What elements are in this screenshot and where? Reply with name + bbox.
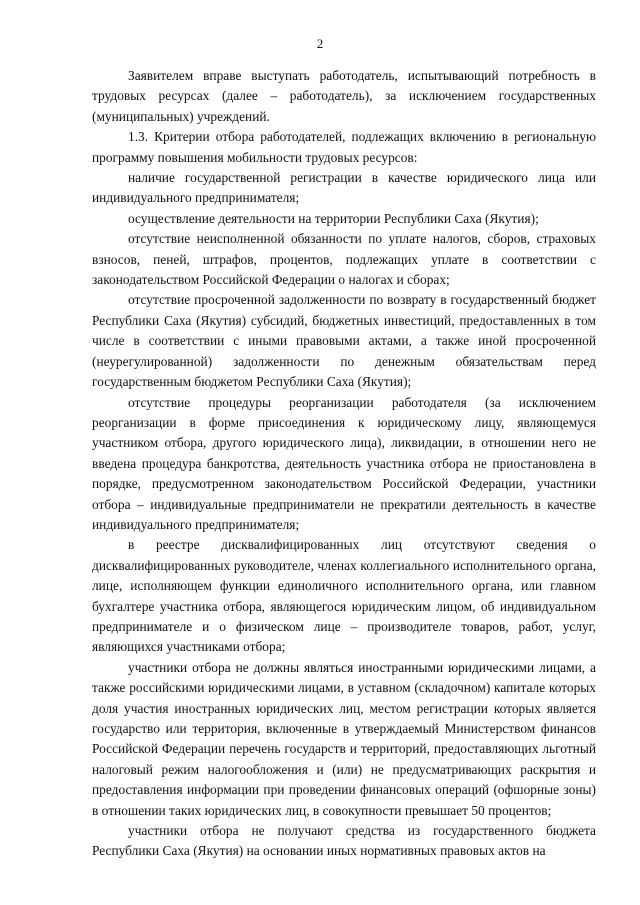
paragraph-disqualified-registry: в реестре дисквалифицированных лиц отсутствуют сведения о дисквалифицированных руководителе, членах коллегиального исполнительного органа, лице, исполняющем функции единоличного исполнительного органа, или главном бухгалтере участника отбора, являющегося юридическим лицом, об индивидуальном предпринимателе и о физическом лице – производителе товаров, работ, услуг, являющихся участниками отбора; xyxy=(92,537,596,655)
paragraph-applicant: Заявителем вправе выступать работодатель, испытывающий потребность в трудовых ресурсах (далее – работодатель), за исключением государственных (муниципальных) учреждений. xyxy=(92,68,596,124)
document-body xyxy=(92,66,596,862)
paragraph-no-tax-debt: отсутствие неисполненной обязанности по уплате налогов, сборов, страховых взносов, пеней, штрафов, процентов, подлежащих уплате в соответствии с законодательством Российской Федерации о налогах и сборах; xyxy=(92,231,596,288)
paragraph-foreign-entities: участники отбора не должны являться иностранными юридическими лицами, а также российскими юридическими лицами, в уставном (складочном) капитале которых доля участия иностранных юридических лиц, местом регистрации которых является государство или территория, включенные в утверждаемый Министерством финансов Российской Федерации перечень государств и территорий, предоставляющих льготный налоговый режим налогообложения и (или) не предусматривающих раскрытия и предоставления информации при проведении финансовых операций (офшорные зоны) в отношении таких юридических лиц, в совокупности превышает 50 процентов; xyxy=(92,659,596,818)
paragraph-activity-territory: осуществление деятельности на территории Республики Саха (Якутия); xyxy=(128,210,539,226)
paragraph-criteria-heading: 1.3. Критерии отбора работодателей, подлежащих включению в региональную программу повышения мобильности трудовых ресурсов: xyxy=(92,129,596,165)
paragraph-no-overdue-debt: отсутствие просроченной задолженности по возврату в государственный бюджет Республики Саха (Якутия) субсидий, бюджетных инвестиций, предоставленных в том числе в соответствии с иными правовыми актами, а также иной просроченной (неурегулированной) задолженности по денежным обязательствам перед государственным бюджетом Республики Саха (Якутия); xyxy=(92,292,596,390)
paragraph-no-reorganization: отсутствие процедуры реорганизации работодателя (за исключением реорганизации в форме присоединения к юридическому лицу, являющемуся участником отбора, другого юридического лица), ликвидации, в отношении него не введена процедура банкротства, деятельность участника отбора не приостановлена в порядке, предусмотренном законодательством Российской Федерации, участники отбора – индивидуальные предприниматели не прекратили деятельность в качестве индивидуального предпринимателя; xyxy=(92,394,596,532)
paragraph-other-funds: участники отбора не получают средства из государственного бюджета Республики Саха (Якутия) на основании иных нормативных правовых актов на xyxy=(92,823,596,859)
paragraph-registration: наличие государственной регистрации в качестве юридического лица или индивидуального предпринимателя; xyxy=(92,170,596,206)
page-number: 2 xyxy=(316,36,324,51)
